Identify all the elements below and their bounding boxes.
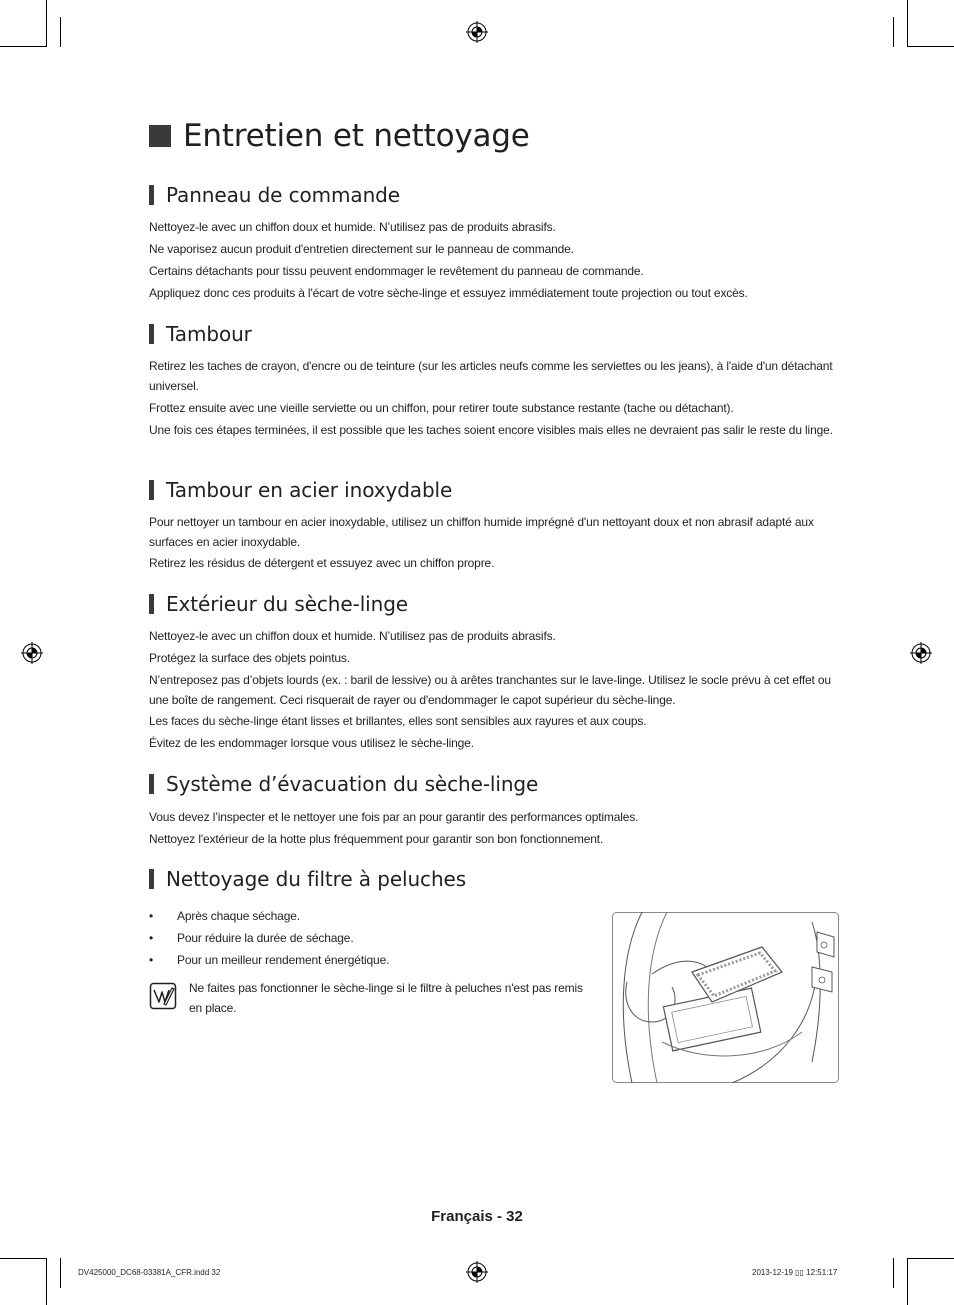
heading-bar <box>149 774 154 794</box>
heading-bar <box>149 185 154 205</box>
crop-mark <box>907 1258 908 1305</box>
paragraph: Une fois ces étapes terminées, il est possible que les taches soient encore visibles mais elles ne devraient pas salir le reste du linge. <box>149 423 833 437</box>
section-heading-text: Panneau de commande <box>166 183 400 207</box>
slug-date: 2013-12-19 ▯▯ 12:51:17 <box>752 1268 838 1277</box>
paragraph: Les faces du sèche-linge étant lisses et brillantes, elles sont sensibles aux rayures et aux coups. <box>149 714 647 728</box>
crop-mark <box>60 1258 61 1288</box>
note-pencil-icon <box>149 982 177 1010</box>
page-title <box>149 118 530 154</box>
bullet-icon: • <box>149 953 154 967</box>
paragraph: Certains détachants pour tissu peuvent endommager le revêtement du panneau de commande. <box>149 264 644 278</box>
title-square-icon <box>149 125 171 147</box>
paragraph: Retirez les taches de crayon, d'encre ou de teinture (sur les articles neufs comme les serviettes ou les jeans), à l'aide d'un détachant universel. <box>149 359 833 393</box>
paragraph: Nettoyez-le avec un chiffon doux et humide. N’utilisez pas de produits abrasifs. <box>149 629 556 643</box>
paragraph: Pour nettoyer un tambour en acier inoxydable, utilisez un chiffon humide imprégné d'un nettoyant doux et non abrasif adapté aux surfaces en acier inoxydable. <box>149 515 814 549</box>
heading-bar <box>149 324 154 344</box>
paragraph: Évitez de les endommager lorsque vous utilisez le sèche-linge. <box>149 736 474 750</box>
crop-mark <box>907 46 954 47</box>
heading-bar <box>149 594 154 614</box>
crop-mark <box>60 17 61 47</box>
paragraph: Appliquez donc ces produits à l'écart de votre sèche-linge et essuyez immédiatement toute projection ou tout excès. <box>149 286 748 300</box>
crop-mark <box>893 17 894 47</box>
crop-mark <box>46 0 47 47</box>
paragraph: Vous devez l’inspecter et le nettoyer une fois par an pour garantir des performances optimales. <box>149 810 639 824</box>
paragraph: Nettoyez l'extérieur de la hotte plus fréquemment pour garantir son bon fonctionnement. <box>149 832 604 846</box>
paragraph: Ne vaporisez aucun produit d'entretien directement sur le panneau de commande. <box>149 242 574 256</box>
section-heading-text: Tambour en acier inoxydable <box>166 478 453 502</box>
paragraph: Protégez la surface des objets pointus. <box>149 651 350 665</box>
list-item: Après chaque séchage. <box>177 909 300 923</box>
list-item: Pour réduire la durée de séchage. <box>177 931 354 945</box>
section-heading <box>149 478 452 502</box>
bullet-icon: • <box>149 931 154 945</box>
paragraph: N’entreposez pas d’objets lourds (ex. : baril de lessive) ou à arêtes tranchantes sur le lave-linge. Utilisez le socle prévu à cet effet ou une boîte de rangement. Ceci risquerait de rayer ou d'endommager le capot supérieur du sèche-linge. <box>149 673 831 707</box>
section-heading-text: Extérieur du sèche-linge <box>166 592 408 616</box>
section-heading <box>149 322 252 346</box>
list-item: Pour un meilleur rendement énergétique. <box>177 953 390 967</box>
bullet-icon: • <box>149 909 154 923</box>
section-heading-text: Nettoyage du filtre à peluches <box>166 867 467 891</box>
lint-filter-illustration <box>612 912 839 1083</box>
heading-bar <box>149 480 154 500</box>
crop-mark <box>46 1258 47 1305</box>
page-title-text: Entretien et nettoyage <box>183 118 530 154</box>
registration-mark-icon <box>21 642 43 664</box>
crop-mark <box>907 1258 954 1259</box>
crop-mark <box>907 0 908 47</box>
crop-mark <box>0 46 47 47</box>
page-number: Français - 32 <box>431 1208 523 1225</box>
paragraph: Nettoyez-le avec un chiffon doux et humide. N’utilisez pas de produits abrasifs. <box>149 220 556 234</box>
section-heading <box>149 772 538 796</box>
section-heading <box>149 592 408 616</box>
crop-mark <box>893 1258 894 1288</box>
paragraph: Retirez les résidus de détergent et essuyez avec un chiffon propre. <box>149 556 495 570</box>
section-heading <box>149 183 400 207</box>
registration-mark-icon <box>466 21 488 43</box>
section-heading-text: Tambour <box>166 322 252 346</box>
registration-mark-icon <box>910 642 932 664</box>
heading-bar <box>149 869 154 889</box>
crop-mark <box>0 1258 47 1259</box>
paragraph: Frottez ensuite avec une vieille serviette ou un chiffon, pour retirer toute substance restante (tache ou détachant). <box>149 401 734 415</box>
section-heading-text: Système d’évacuation du sèche-linge <box>166 772 539 796</box>
slug-file: DV425000_DC68-03381A_CFR.indd 32 <box>78 1268 221 1277</box>
registration-mark-icon <box>466 1261 488 1283</box>
note-text: Ne faites pas fonctionner le sèche-linge si le filtre à peluches n'est pas remis en place. <box>189 981 583 1015</box>
section-heading <box>149 867 466 891</box>
